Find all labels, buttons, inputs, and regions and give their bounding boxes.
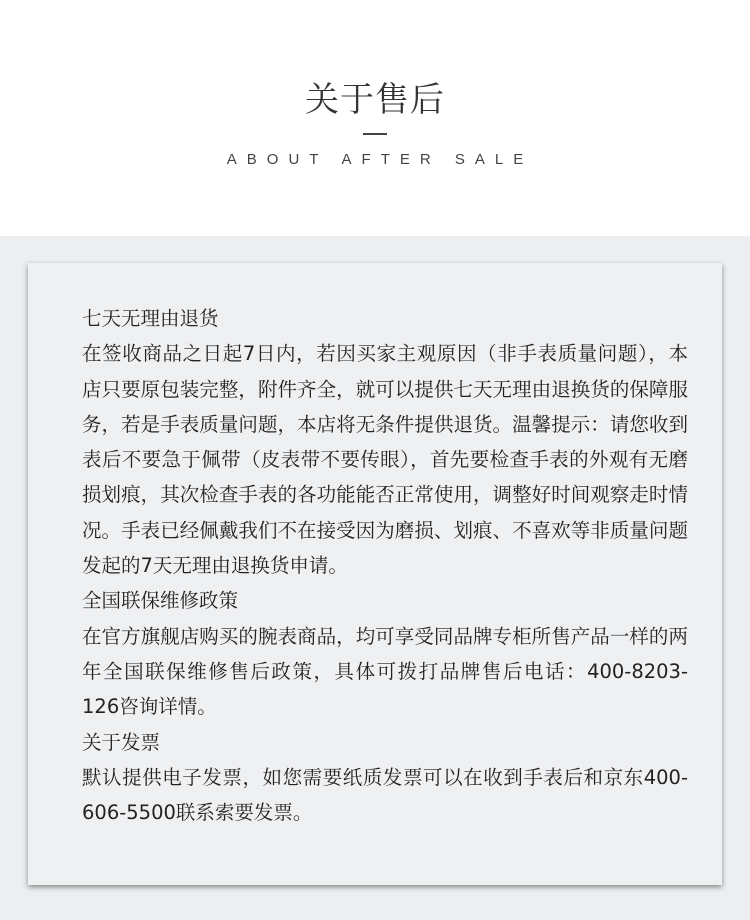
section-heading-warranty: 全国联保维修政策 [82, 589, 239, 613]
page-subtitle: ABOUT AFTER SALE [226, 151, 534, 168]
title-divider [363, 133, 387, 135]
after-sale-content [82, 301, 688, 830]
section-body-return: 在签收商品之日起7日内，若因买家主观原因（非手表质量问题），本店只要原包装完整，附件齐全，就可以提供七天无理由退换货的保障服务，若是手表质量问题，本店将无条件提供退货。温馨提示：请您收到表后不要急于佩带（皮表带不要传眼），首先要检查手表的外观有无磨损划痕，其次检查手表的各功能能否正常使用，调整好时间观察走时情况。手表已经佩戴我们不在接受因为磨损、划痕、不喜欢等非质量问题发起的7天无理由退换货申请。 [82, 342, 688, 578]
section-body-invoice: 默认提供电子发票，如您需要纸质发票可以在收到手表后和京东400-606-5500联系索要发票。 [82, 765, 688, 825]
section-heading-return: 七天无理由退货 [82, 307, 219, 330]
header [0, 0, 750, 236]
section-heading-invoice: 关于发票 [82, 730, 161, 754]
section-body-warranty: 在官方旗舰店购买的腕表商品，均可享受同品牌专柜所售产品一样的两年全国联保维修售后政策，具体可拨打品牌售后电话：400-8203-126咨询详情。 [82, 624, 688, 719]
page-title: 关于售后 [305, 80, 445, 120]
after-sale-card [28, 263, 722, 885]
